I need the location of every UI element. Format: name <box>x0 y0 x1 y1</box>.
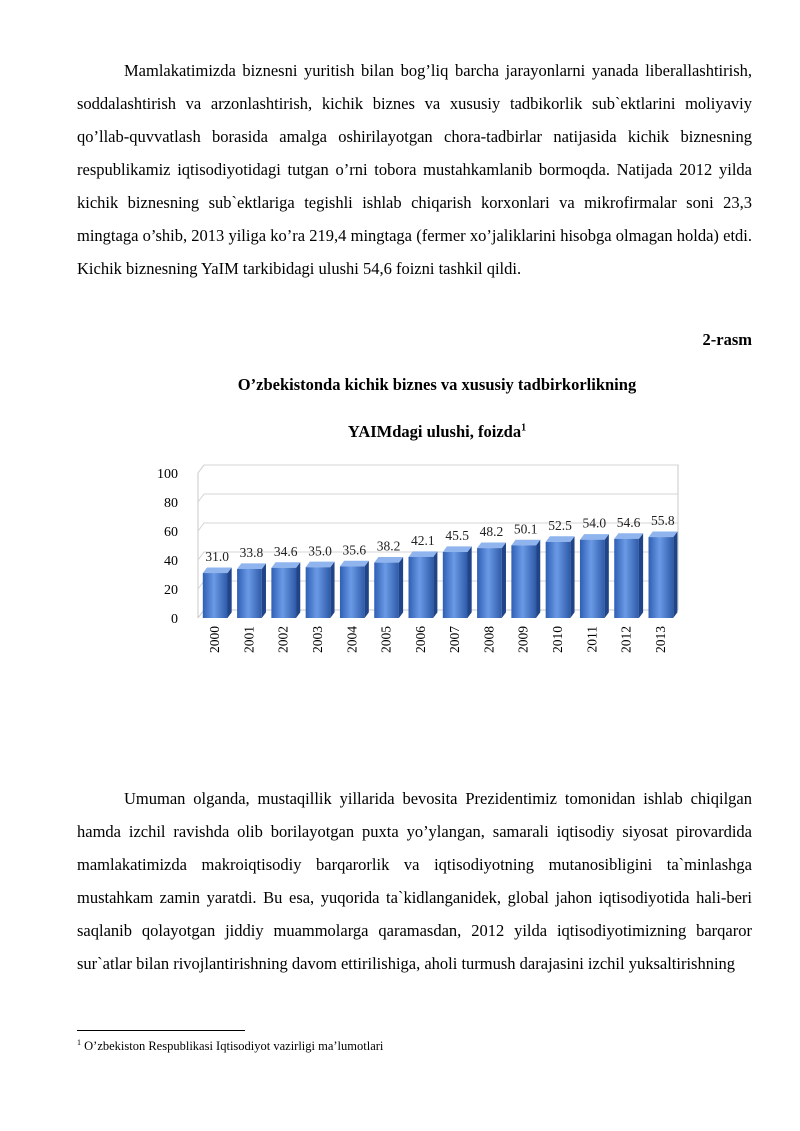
bar-top <box>203 567 232 573</box>
y-tick-label: 0 <box>171 612 178 627</box>
y-tick-label: 100 <box>157 467 178 482</box>
bar <box>306 562 335 618</box>
x-tick-label: 2006 <box>412 626 428 653</box>
footnote-marker: 1 <box>77 1038 81 1047</box>
data-label: 38.2 <box>376 538 401 554</box>
bar-front <box>306 567 331 618</box>
x-tick-label: 2005 <box>378 626 394 653</box>
bar-side <box>673 531 677 618</box>
figure-title-line2-text: YAIMdagi ulushi, foizda <box>347 422 522 441</box>
bar-top <box>443 546 472 552</box>
bar-side <box>639 533 643 618</box>
bar-top <box>306 562 335 568</box>
bar-front <box>614 539 639 618</box>
data-label: 54.6 <box>616 514 641 530</box>
y-tick-label: 60 <box>164 525 178 540</box>
figure-title-line2 <box>77 422 797 442</box>
x-tick-label: 2010 <box>550 626 565 653</box>
bar <box>580 534 609 618</box>
bar-top <box>614 533 643 539</box>
x-tick-label: 2008 <box>481 626 497 653</box>
gridline <box>198 465 678 473</box>
x-tick-label: 2009 <box>515 626 531 653</box>
y-tick-label: 20 <box>164 583 178 598</box>
y-axis-ticks <box>157 467 178 627</box>
body-paragraph-1: Mamlakatimizda biznesni yuritish bilan bog’liq barcha jarayonlarni yanada liberallashtirish, soddalashtirish va arzonlashtirish, kichik biznes va xususiy tadbikorlik sub`ektlarini moliyaviy qo’llab-quvvatlash borasida amalga oshirilayotgan chora-tadbirlar natijasida kichik biznesning respublikamiz iqtisodiyotidagi tutgan o’rni tobora mustahkamlanib bormoqda. Natijada 2012 yilda kichik biznesning sub`ektlariga tegishli ishlab chiqarish korxonlari va mikrofirmalar soni 23,3 mingtaga o’shib, 2013 yiliga ko’ra 219,4 mingtaga (fermer xo’jaliklarini hisobga olmagan holda) etdi. Kichik biznesning YaIM tarkibidagi ulushi 54,6 foizni tashkil qildi. <box>77 61 752 278</box>
bar-side <box>365 561 369 618</box>
bar-side <box>536 540 540 618</box>
bar <box>649 531 678 618</box>
footnote-divider <box>77 1030 245 1031</box>
bar-side <box>227 567 231 618</box>
data-label: 54.0 <box>582 515 607 531</box>
x-tick-label: 2003 <box>310 626 325 653</box>
x-tick-label: 2002 <box>275 626 291 653</box>
bar-front <box>340 566 365 618</box>
bar-front <box>649 537 674 618</box>
bar <box>203 567 232 618</box>
x-tick-label: 2007 <box>447 626 463 653</box>
bar-front <box>443 552 468 618</box>
data-label: 35.6 <box>342 542 367 558</box>
data-label: 35.0 <box>308 543 332 559</box>
bar-top <box>409 551 438 557</box>
bar <box>340 561 369 618</box>
bar-front <box>237 569 262 618</box>
data-label: 45.5 <box>445 528 469 544</box>
bar-side <box>433 551 437 618</box>
bar-side <box>262 563 266 618</box>
bar <box>443 546 472 618</box>
bar-top <box>649 531 678 537</box>
bar <box>409 551 438 618</box>
bar-top <box>580 534 609 540</box>
bar-side <box>399 557 403 618</box>
x-tick-label: 2004 <box>344 626 360 653</box>
bar <box>374 557 403 618</box>
data-label: 52.5 <box>548 517 572 533</box>
bar <box>614 533 643 618</box>
data-label: 55.8 <box>651 513 675 529</box>
bar-front <box>546 542 571 618</box>
bar-top <box>340 561 369 567</box>
x-tick-label: 2013 <box>652 626 668 653</box>
data-label: 50.1 <box>513 521 538 537</box>
footnote <box>77 1038 383 1054</box>
bar-front <box>374 563 399 618</box>
body-paragraph-2: Umuman olganda, mustaqillik yillarida bevosita Prezidentimiz tomonidan ishlab chiqilgan hamda izchil ravishda olib borilayotgan puxta yo’ylangan, samarali iqtisodiy siyosat pirovardida mamlakatimizda makroiqtisodiy barqarorlik va iqtisodiyotning mutanosibligini ta`minlashga mustahkam zamin yaratdi. Bu esa, yuqorida ta`kidlanganidek, global jahon iqtisodiyotida hali-beri saqlanib qolayotgan jiddiy muammolarga qaramasdan, 2012 yilda iqtisodiyotimizning barqaror sur`atlar bilan rivojlantirishning davom ettirilishiga, aholi turmush darajasini izchil yuksaltirishning <box>77 789 752 973</box>
bar <box>237 563 266 618</box>
y-tick-label: 40 <box>164 554 178 569</box>
bar <box>546 536 575 618</box>
bar-side <box>605 534 609 618</box>
bar-front <box>203 573 228 618</box>
bar-front <box>477 548 502 618</box>
bar-top <box>546 536 575 542</box>
bar-side <box>296 562 300 618</box>
data-label: 42.1 <box>411 532 435 548</box>
x-tick-label: 2000 <box>207 626 223 653</box>
footnote-text: O’zbekiston Respublikasi Iqtisodiyot vazirligi ma’lumotlari <box>84 1039 384 1054</box>
bar-front <box>511 545 536 618</box>
figure-label: 2-rasm <box>702 330 752 349</box>
data-label: 48.2 <box>479 524 504 540</box>
bar-front <box>271 568 296 618</box>
bar-side <box>570 536 574 618</box>
data-label: 33.8 <box>239 544 264 560</box>
bar-top <box>511 540 540 546</box>
gridline <box>198 494 678 502</box>
bar <box>271 562 300 618</box>
data-label: 34.6 <box>273 543 298 559</box>
bar-top <box>271 562 300 568</box>
bar-front <box>580 540 605 618</box>
figure-title-line1: O’zbekistonda kichik biznes va xususiy tadbirkorlikning <box>237 375 637 394</box>
x-tick-label: 2001 <box>241 626 257 653</box>
bar-top <box>477 543 506 549</box>
bar-side <box>467 546 471 618</box>
bar-top <box>237 563 266 569</box>
bar-chart <box>140 455 700 685</box>
footnote-ref: 1 <box>521 422 527 434</box>
bar-front <box>409 557 434 618</box>
bar-top <box>374 557 403 563</box>
y-tick-label: 80 <box>164 496 178 511</box>
x-tick-label: 2011 <box>584 626 600 653</box>
bar-side <box>502 543 506 618</box>
bar <box>511 540 540 618</box>
x-axis-ticks <box>207 626 668 653</box>
data-label: 31.0 <box>205 549 229 565</box>
x-tick-label: 2012 <box>618 626 634 653</box>
bar-side <box>330 562 334 618</box>
bar <box>477 543 506 618</box>
